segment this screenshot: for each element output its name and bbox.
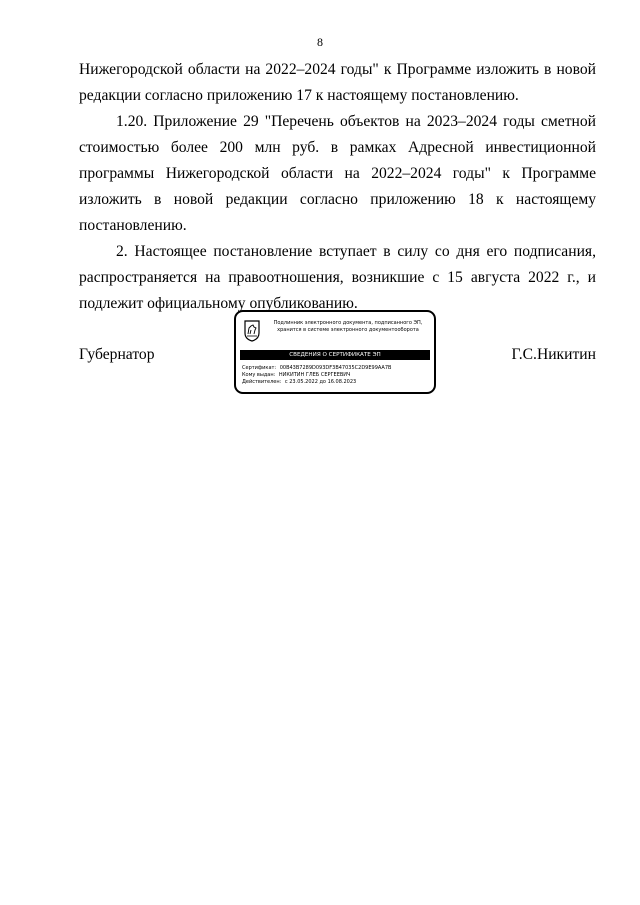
issued-to-value: НИКИТИН ГЛЕБ СЕРГЕЕВИЧ (278, 372, 351, 378)
document-body (79, 57, 596, 317)
paragraph-item-1-20: 1.20. Приложение 29 "Перечень объектов на 2023–2024 годы сметной стоимостью более 200 млн руб. в рамках Адресной инвестиционной программы Нижегородской области на 2022–2024 годы" к Программе изложить в новой редакции согласно приложению 18 к настоящему постановлению. (79, 113, 596, 234)
certificate-row (242, 365, 430, 372)
issued-to-row (242, 372, 430, 379)
signer-position: Губернатор (79, 346, 155, 363)
stamp-header-line: Подлинник электронного документа, подписанного ЭП, (273, 320, 423, 326)
validity-row (242, 379, 430, 386)
coat-of-arms-icon (244, 320, 260, 342)
certificate-value: 00B43B7289D093DF3B47035C2D9E99AA7B (279, 365, 392, 371)
stamp-details (242, 365, 430, 386)
page-number: 8 (317, 35, 323, 49)
stamp-title-bar: СВЕДЕНИЯ О СЕРТИФИКАТЕ ЭП (240, 350, 430, 360)
signer-name: Г.С.Никитин (511, 346, 596, 363)
issued-to-label: Кому выдан: (242, 372, 276, 378)
validity-label: Действителен: (242, 379, 282, 385)
electronic-signature-stamp (234, 310, 436, 394)
certificate-label: Сертификат: (242, 365, 277, 371)
paragraph-continuation: Нижегородской области на 2022–2024 годы" к Программе изложить в новой редакции согласно приложению 17 к настоящему постановлению. (79, 61, 596, 104)
stamp-header (266, 320, 430, 334)
paragraph-item-2: 2. Настоящее постановление вступает в силу со дня его подписания, распространяется на правоотношения, возникшие с 15 августа 2022 г., и подлежит официальному опубликованию. (79, 243, 596, 312)
validity-value: с 23.05.2022 до 16.08.2023 (284, 379, 357, 385)
stamp-header-line: хранится в системе электронного документооборота (277, 327, 419, 333)
